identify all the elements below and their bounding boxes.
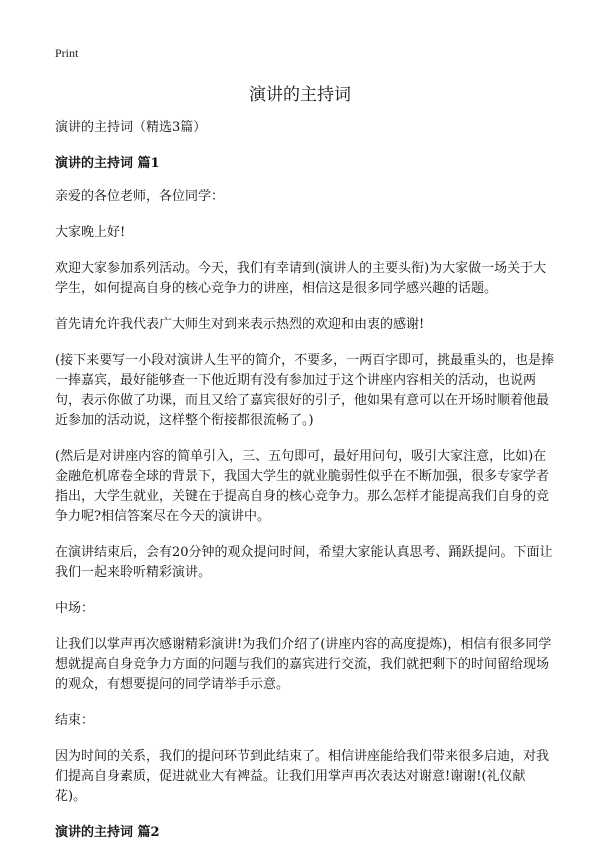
- paragraph: 首先请允许我代表广大师生对到来表示热烈的欢迎和由衷的感谢!: [55, 317, 425, 332]
- section-heading: 演讲的主持词 篇2: [55, 825, 160, 840]
- paragraph: 大家晚上好!: [55, 225, 126, 240]
- print-link[interactable]: Print: [55, 46, 79, 60]
- paragraph: 中场：: [55, 601, 95, 616]
- paragraph: (接下来要写一小段对演讲人生平的简介，不要多，一两百字即可，挑最重头的，也是捧一捧嘉宾，最好能够查一下他近期有没有参加过于这个讲座内容相关的活动，也说两句，表示你做了功课，而且又给了嘉宾很好的引子，他如果有意可以在开场时顺着他最近参加的活动说，这样整个衔接都很流畅了。): [55, 353, 555, 428]
- paragraph: 亲爱的各位老师，各位同学：: [55, 189, 225, 204]
- paragraph: 因为时间的关系，我们的提问环节到此结束了。相信讲座能给我们带来很多启迪，对我们提高自身素质，促进就业大有裨益。让我们用掌声再次表达对谢意!谢谢!(礼仪献花)。: [55, 749, 550, 804]
- paragraph: 结束：: [55, 713, 95, 728]
- paragraph: 欢迎大家参加系列活动。今天，我们有幸请到(演讲人的主要头衔)为大家做一场关于大学生，如何提高自身的核心竞争力的讲座，相信这是很多同学感兴趣的话题。: [55, 261, 547, 296]
- paragraph: (然后是对讲座内容的简单引入，三、五句即可，最好用问句，吸引大家注意，比如)在金融危机席卷全球的背景下，我国大学生的就业脆弱性似乎在不断加强，很多专家学者指出，大学生就业，关键在于提高自身的核心竞争力。那么怎样才能提高我们自身的竞争力呢?相信答案尽在今天的演讲中。: [55, 449, 550, 524]
- paragraph: 在演讲结束后，会有20分钟的观众提问时间，希望大家能认真思考、踊跃提问。下面让我们一起来聆听精彩演讲。: [55, 545, 553, 580]
- paragraph: 让我们以掌声再次感谢精彩演讲!为我们介绍了(讲座内容的高度提炼)，相信有很多同学想就提高自身竞争力方面的问题与我们的嘉宾进行交流，我们就把剩下的时间留给现场的观众，有想要提问的同学请举手示意。: [55, 637, 552, 692]
- section-heading: 演讲的主持词 篇1: [55, 156, 160, 171]
- document-title: 演讲的主持词: [249, 85, 351, 105]
- document-body: [55, 118, 555, 856]
- document-subtitle: 演讲的主持词（精选3篇）: [55, 120, 207, 135]
